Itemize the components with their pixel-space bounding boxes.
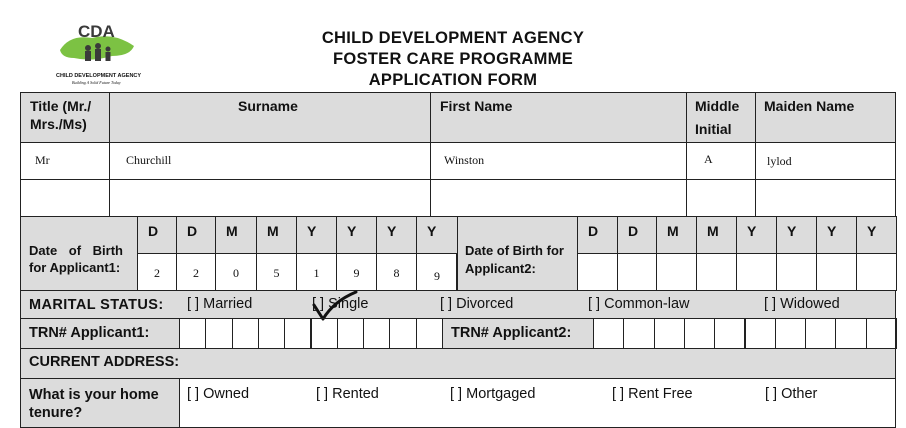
dob2-digit-2[interactable]: [656, 253, 697, 291]
dob-applicant1-label: Date of Birth for Applicant1:: [20, 216, 138, 291]
trn2-box-7[interactable]: [805, 318, 836, 349]
dob2-header-6: Y: [816, 216, 857, 254]
dob2-header-4: Y: [736, 216, 777, 254]
first-name-field[interactable]: Winston: [430, 142, 687, 180]
header-line-1: CHILD DEVELOPMENT AGENCY: [321, 29, 585, 47]
logo-tagline: Building A Solid Future Today: [72, 80, 121, 85]
dob2-digit-5[interactable]: [776, 253, 817, 291]
married-option[interactable]: [ ] Married: [187, 296, 253, 312]
trn2-box-8[interactable]: [835, 318, 866, 349]
current-address-row: CURRENT ADDRESS:: [20, 348, 896, 379]
single-option[interactable]: [ ] Single: [312, 296, 369, 312]
logo-acronym: CDA: [78, 22, 115, 41]
rented-option[interactable]: [ ] Rented: [316, 386, 379, 402]
dob2-header-7: Y: [856, 216, 897, 254]
dob2-digit-0[interactable]: [577, 253, 618, 291]
dob2-digit-1[interactable]: [617, 253, 657, 291]
dob2-header-3: M: [696, 216, 737, 254]
dob1-digit-0[interactable]: 2: [137, 253, 177, 291]
rent-free-option[interactable]: [ ] Rent Free: [612, 386, 693, 402]
tenure-label: What is your home tenure?: [20, 378, 180, 428]
dob1-digit-2[interactable]: 0: [215, 253, 257, 291]
trn2-box-3[interactable]: [684, 318, 715, 349]
trn1-box-8[interactable]: [389, 318, 416, 349]
dob2-header-0: D: [577, 216, 618, 254]
dob1-header-7: Y: [416, 216, 458, 254]
common-law-option[interactable]: [ ] Common-law: [588, 296, 690, 312]
trn2-box-9[interactable]: [866, 318, 897, 349]
dob1-header-0: D: [137, 216, 177, 254]
dob2-digit-6[interactable]: [816, 253, 857, 291]
title-header: Title (Mr./ Mrs./Ms): [20, 92, 110, 143]
dob1-header-4: Y: [296, 216, 337, 254]
middle-initial-header: Middle Initial: [686, 92, 756, 143]
trn1-box-0[interactable]: [179, 318, 206, 349]
dob2-digit-3[interactable]: [696, 253, 737, 291]
trn2-box-4[interactable]: [714, 318, 745, 349]
middle-initial-field-2[interactable]: [686, 179, 756, 217]
dob1-header-3: M: [256, 216, 297, 254]
title-field[interactable]: Mr: [20, 142, 110, 180]
other-option[interactable]: [ ] Other: [765, 386, 818, 402]
trn2-box-6[interactable]: [775, 318, 806, 349]
trn1-box-2[interactable]: [232, 318, 259, 349]
dob1-digit-5[interactable]: 9: [336, 253, 377, 291]
logo-name: CHILD DEVELOPMENT AGENCY: [56, 73, 142, 79]
header-line-3: APPLICATION FORM: [368, 71, 538, 89]
dob1-digit-1[interactable]: 2: [176, 253, 216, 291]
trn1-box-3[interactable]: [258, 318, 285, 349]
dob2-header-5: Y: [776, 216, 817, 254]
maiden-name-header: Maiden Name: [755, 92, 896, 143]
trn2-box-0[interactable]: [593, 318, 624, 349]
trn1-box-4[interactable]: [284, 318, 311, 349]
trn2-box-1[interactable]: [623, 318, 654, 349]
dob1-digit-6[interactable]: 8: [376, 253, 417, 291]
first-name-header: First Name: [430, 92, 687, 143]
first-name-field-2[interactable]: [430, 179, 687, 217]
surname-field[interactable]: Churchill: [109, 142, 431, 180]
marital-status-row: MARITAL STATUS:: [20, 290, 896, 319]
surname-field-2[interactable]: [109, 179, 431, 217]
mortgaged-option[interactable]: [ ] Mortgaged: [450, 386, 536, 402]
owned-option[interactable]: [ ] Owned: [187, 386, 250, 402]
divorced-option[interactable]: [ ] Divorced: [440, 296, 514, 312]
trn-applicant1-label: TRN# Applicant1:: [20, 318, 180, 349]
title-field-2[interactable]: [20, 179, 110, 217]
dob1-digit-3[interactable]: 5: [256, 253, 297, 291]
dob1-digit-7[interactable]: 9: [416, 253, 458, 291]
trn-applicant2-label: TRN# Applicant2:: [442, 318, 594, 349]
trn1-box-5[interactable]: [311, 318, 338, 349]
dob2-digit-7[interactable]: [856, 253, 897, 291]
dob-applicant2-label: Date of Birth for Applicant2:: [456, 216, 578, 291]
trn1-box-1[interactable]: [205, 318, 232, 349]
header-line-2: FOSTER CARE PROGRAMME: [332, 50, 574, 68]
dob1-header-1: D: [176, 216, 216, 254]
trn1-box-9[interactable]: [416, 318, 443, 349]
trn1-box-6[interactable]: [337, 318, 364, 349]
dob2-digit-4[interactable]: [736, 253, 777, 291]
trn2-box-2[interactable]: [654, 318, 685, 349]
widowed-option[interactable]: [ ] Widowed: [764, 296, 840, 312]
dob2-header-1: D: [617, 216, 657, 254]
maiden-name-field[interactable]: lylod: [755, 142, 896, 180]
dob1-digit-4[interactable]: 1: [296, 253, 337, 291]
dob1-header-6: Y: [376, 216, 417, 254]
trn1-box-7[interactable]: [363, 318, 390, 349]
maiden-name-field-2[interactable]: [755, 179, 896, 217]
trn2-box-5[interactable]: [745, 318, 776, 349]
dob2-header-2: M: [656, 216, 697, 254]
surname-header: Surname: [109, 92, 431, 143]
dob1-header-5: Y: [336, 216, 377, 254]
middle-initial-field[interactable]: A: [686, 142, 756, 180]
dob1-header-2: M: [215, 216, 257, 254]
